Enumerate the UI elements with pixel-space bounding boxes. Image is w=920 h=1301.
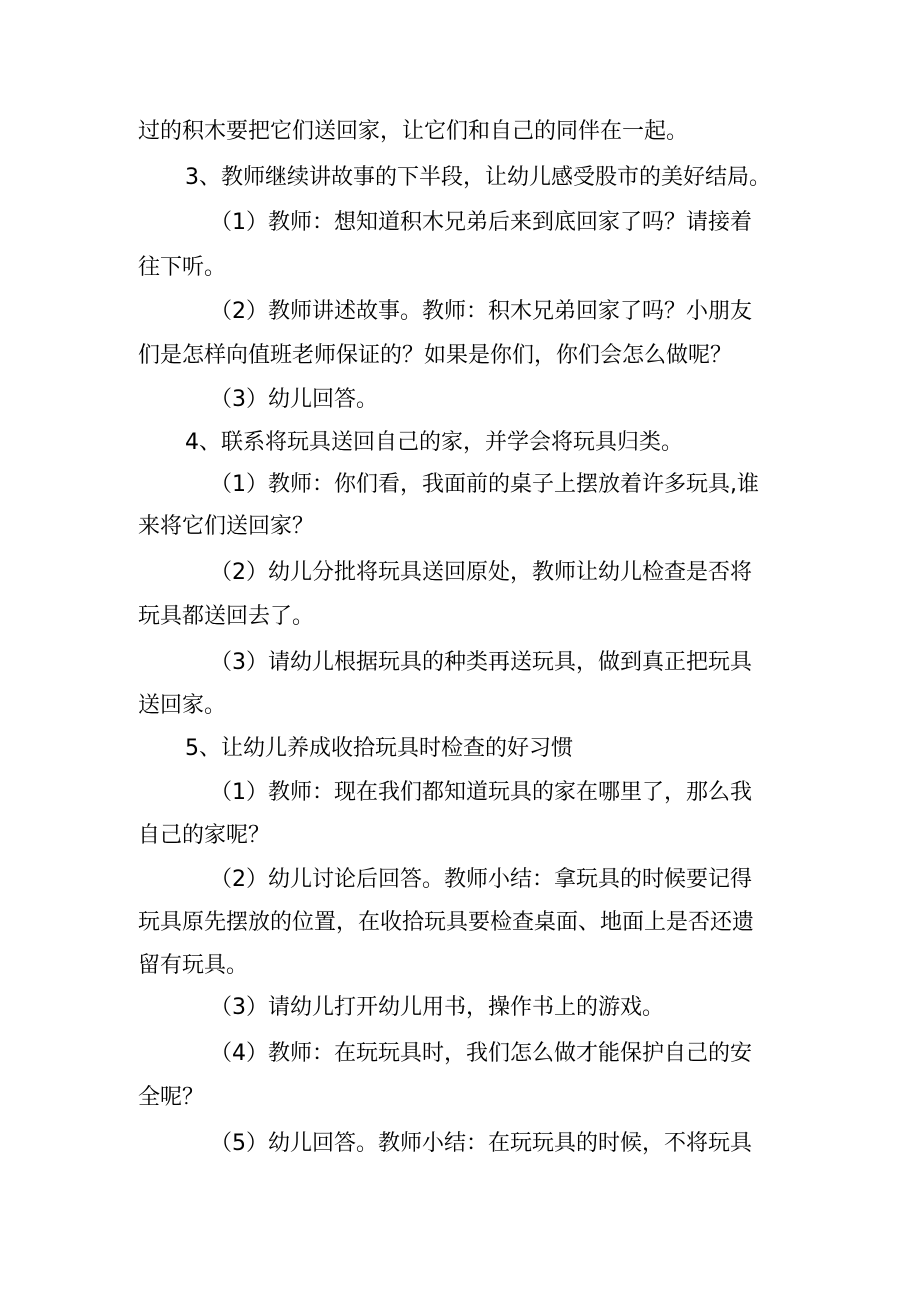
text-line: （5）幼儿回答。教师小结：在玩玩具的时候，不将玩具 bbox=[210, 1131, 752, 1156]
text-line: （1）教师：你们看，我面前的桌子上摆放着许多玩具,谁 bbox=[210, 472, 759, 497]
text-line: 送回家。 bbox=[138, 693, 227, 718]
text-line: （2）幼儿讨论后回答。教师小结：拿玩具的时候要记得 bbox=[210, 867, 752, 892]
section-heading-3: 3、教师继续讲故事的下半段，让幼儿感受股市的美好结局。 bbox=[185, 165, 771, 190]
text-line: 过的积木要把它们送回家，让它们和自己的同伴在一起。 bbox=[138, 119, 689, 144]
text-line: 玩具都送回去了。 bbox=[138, 604, 315, 629]
text-line: 全呢？ bbox=[138, 1085, 205, 1110]
text-line: 来将它们送回家？ bbox=[138, 514, 315, 539]
text-line: 们是怎样向值班老师保证的？如果是你们，你们会怎么做呢？ bbox=[138, 343, 733, 368]
text-line: （1）教师：现在我们都知道玩具的家在哪里了，那么我 bbox=[210, 780, 752, 805]
text-line: （2）教师讲述故事。教师：积木兄弟回家了吗？小朋友 bbox=[210, 299, 752, 324]
text-line: 留有玩具。 bbox=[138, 953, 249, 978]
text-line: （3）请幼儿打开幼儿用书，操作书上的游戏。 bbox=[210, 995, 664, 1020]
text-line: 自己的家呢？ bbox=[138, 823, 271, 848]
text-line: （3）请幼儿根据玩具的种类再送玩具，做到真正把玩具 bbox=[210, 650, 752, 675]
text-line: （1）教师：想知道积木兄弟后来到底回家了吗？请接着 bbox=[210, 210, 752, 235]
text-line: （4）教师：在玩玩具时，我们怎么做才能保护自己的安 bbox=[210, 1041, 752, 1066]
text-line: （3）幼儿回答。 bbox=[210, 387, 378, 412]
text-line: 玩具原先摆放的位置，在收拾玩具要检查桌面、地面上是否还遗 bbox=[138, 910, 755, 935]
section-heading-5: 5、让幼儿养成收拾玩具时检查的好习惯 bbox=[185, 736, 573, 761]
section-heading-4: 4、联系将玩具送回自己的家，并学会将玩具归类。 bbox=[185, 430, 683, 455]
text-line: （2）幼儿分批将玩具送回原处，教师让幼儿检查是否将 bbox=[210, 560, 752, 585]
text-line: 往下听。 bbox=[138, 255, 227, 280]
